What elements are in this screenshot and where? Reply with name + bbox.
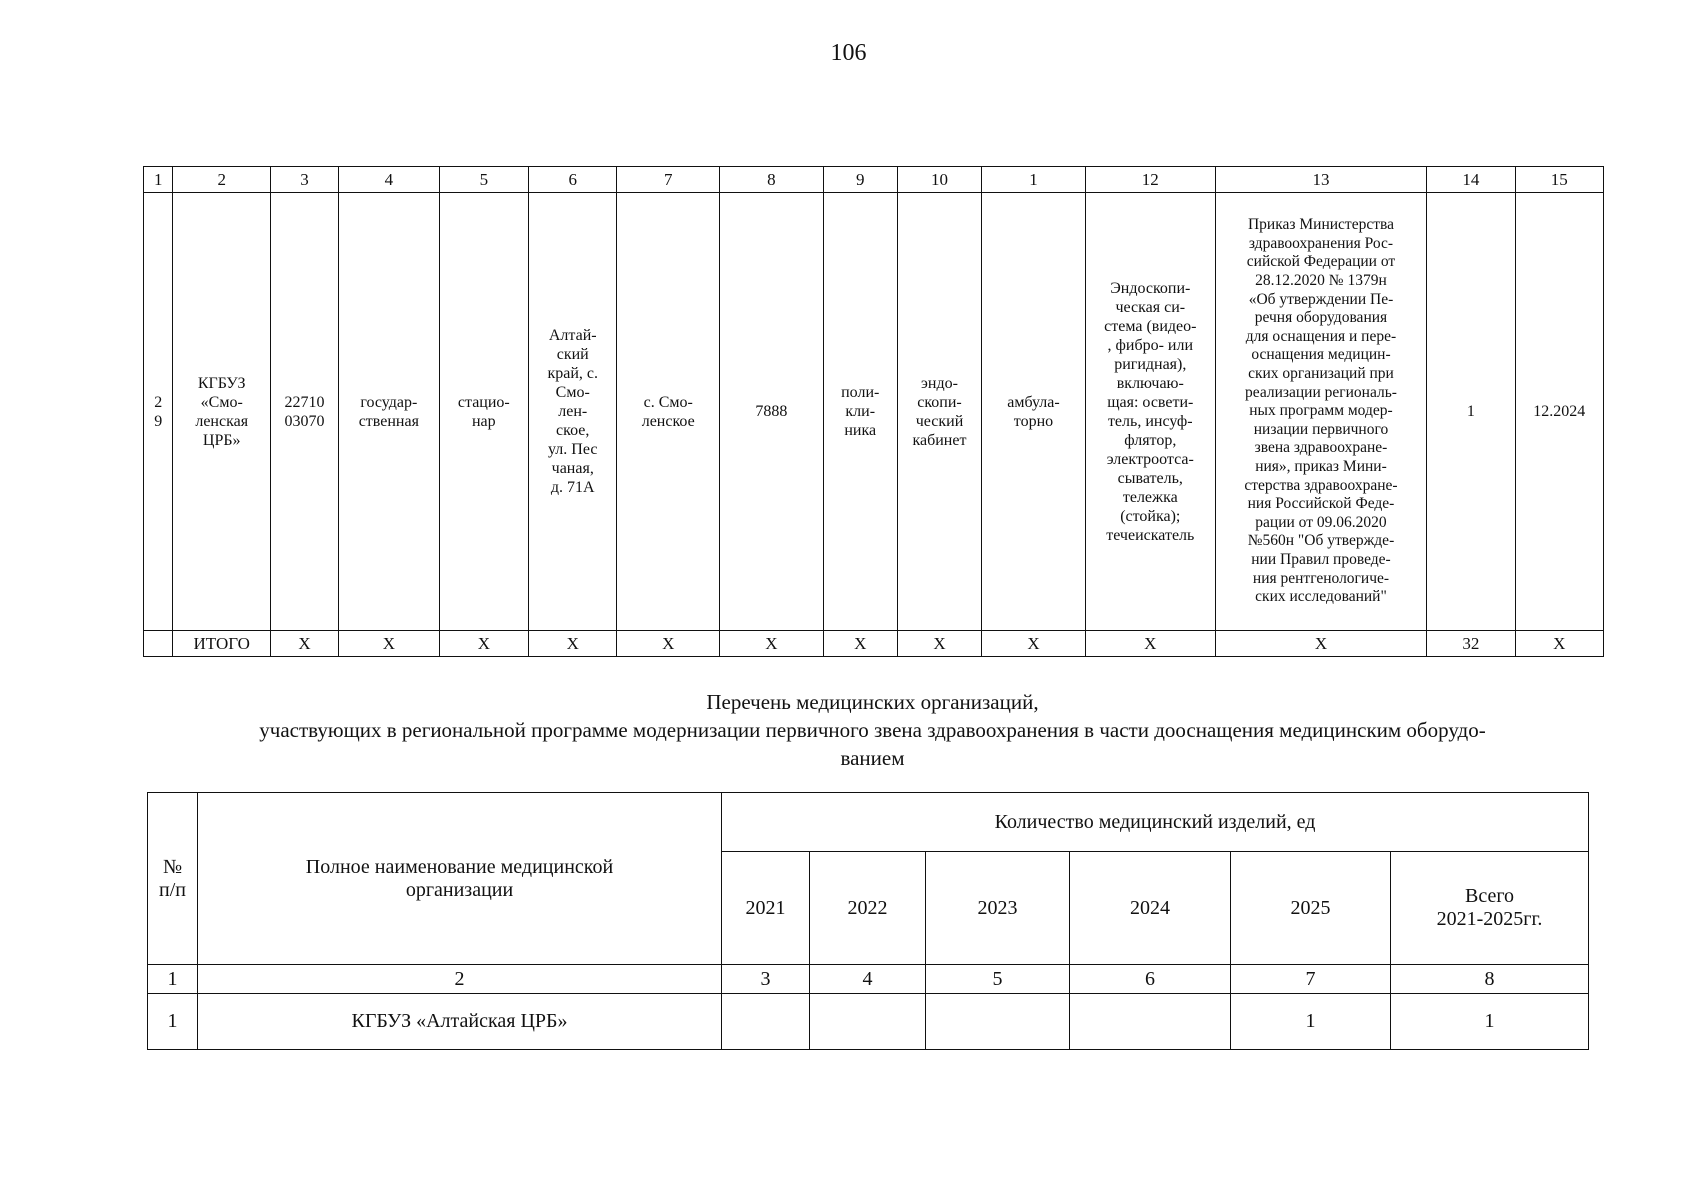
organization-name: КГБУЗ «Алтайская ЦРБ» [198,994,722,1050]
column-header-year: 2024 [1070,852,1231,965]
column-number: 1 [982,167,1086,193]
total-cell: Х [529,631,617,657]
year-value: 1 [1231,994,1391,1050]
column-number: 12 [1085,167,1215,193]
column-header-total: Всего 2021-2025гг. [1391,852,1589,965]
column-number: 2 [173,167,271,193]
year-value [722,994,810,1050]
equipment-name: Эндоскопи- ческая си- стема (видео- , фибро- или ригидная), включаю- щая: освети- тель, инсуф- флятор, электроотса- сыватель, тележка (стойка); течеискатель [1085,193,1215,631]
column-header-quantity: Количество медицинский изделий, ед [722,793,1589,852]
table-row [148,994,1589,1050]
delivery-date: 12.2024 [1515,193,1603,631]
organizations-table [147,792,1589,1050]
column-number: 2 [198,965,722,994]
column-number: 10 [897,167,981,193]
column-header-year: 2025 [1231,852,1391,965]
column-number: 6 [1070,965,1231,994]
total-label: ИТОГО [173,631,271,657]
column-header-year: 2021 [722,852,810,965]
column-number: 3 [722,965,810,994]
year-value [1070,994,1231,1050]
total-cell: Х [1515,631,1603,657]
column-number: 9 [823,167,897,193]
total-cell: Х [897,631,981,657]
column-number: 4 [810,965,926,994]
equipment-table [143,166,1604,657]
list-title-line: ванием [840,746,905,770]
year-value [926,994,1070,1050]
address: Алтай- ский край, с. Смо- лен- ское, ул. Пес чаная, д. 71А [529,193,617,631]
header-row [148,793,1589,852]
column-number: 8 [1391,965,1589,994]
total-cell [144,631,173,657]
care-conditions: амбула- торно [982,193,1086,631]
column-header-year: 2022 [810,852,926,965]
column-number: 6 [529,167,617,193]
quantity: 1 [1427,193,1515,631]
legal-basis: Приказ Министерства здравоохранения Рос- сийской Федерации от 28.12.2020 № 1379н «Об утверждении Пе- речня оборудования для оснащения и пере- оснащения медицин- ских организаций при реализации региональ- ных программ модер- низации первичного звена здравоохране- ния», приказ Мини- стерства здравоохране- ния Российской Феде- рации от 09.06.2020 №560н "Об утвержде- нии Правил проведе- ния рентгенологиче- ских исследований" [1215,193,1426,631]
column-header-year: 2023 [926,852,1070,965]
total-cell: Х [982,631,1086,657]
page-number: 106 [830,40,867,66]
table-row [144,193,1604,631]
population: 7888 [720,193,824,631]
total-cell: Х [1215,631,1426,657]
column-number: 8 [720,167,824,193]
column-number: 5 [926,965,1070,994]
column-number: 14 [1427,167,1515,193]
column-number-row [144,167,1604,193]
total-cell: Х [270,631,338,657]
year-value [810,994,926,1050]
total-cell: Х [617,631,720,657]
total-row [144,631,1604,657]
column-number: 5 [439,167,528,193]
column-number: 7 [1231,965,1391,994]
total-cell: Х [339,631,440,657]
row-number: 2 9 [144,193,173,631]
locality: с. Смо- ленское [617,193,720,631]
column-number: 1 [148,965,198,994]
total-cell: Х [823,631,897,657]
column-number: 4 [339,167,440,193]
ownership-form: государ- ственная [339,193,440,631]
column-number: 15 [1515,167,1603,193]
row-number: 1 [148,994,198,1050]
column-number: 7 [617,167,720,193]
total-value: 1 [1391,994,1589,1050]
column-number: 1 [144,167,173,193]
total-quantity: 32 [1427,631,1515,657]
total-cell: Х [720,631,824,657]
column-number: 13 [1215,167,1426,193]
list-title-line: участвующих в региональной программе модернизации первичного звена здравоохранения в части дооснащения медицинским оборудо- [259,718,1486,742]
column-number-row [148,965,1589,994]
facility-type: стацио- нар [439,193,528,631]
list-title [150,688,1595,772]
column-header-number: № п/п [148,793,198,965]
list-title-line: Перечень медицинских организаций, [706,690,1039,714]
total-cell: Х [1085,631,1215,657]
organization-name: КГБУЗ «Смо- ленская ЦРБ» [173,193,271,631]
total-cell: Х [439,631,528,657]
column-header-organization: Полное наименование медицинской организации [198,793,722,965]
organization-code: 22710 03070 [270,193,338,631]
room: эндо- скопи- ческий кабинет [897,193,981,631]
division: поли- кли- ника [823,193,897,631]
column-number: 3 [270,167,338,193]
